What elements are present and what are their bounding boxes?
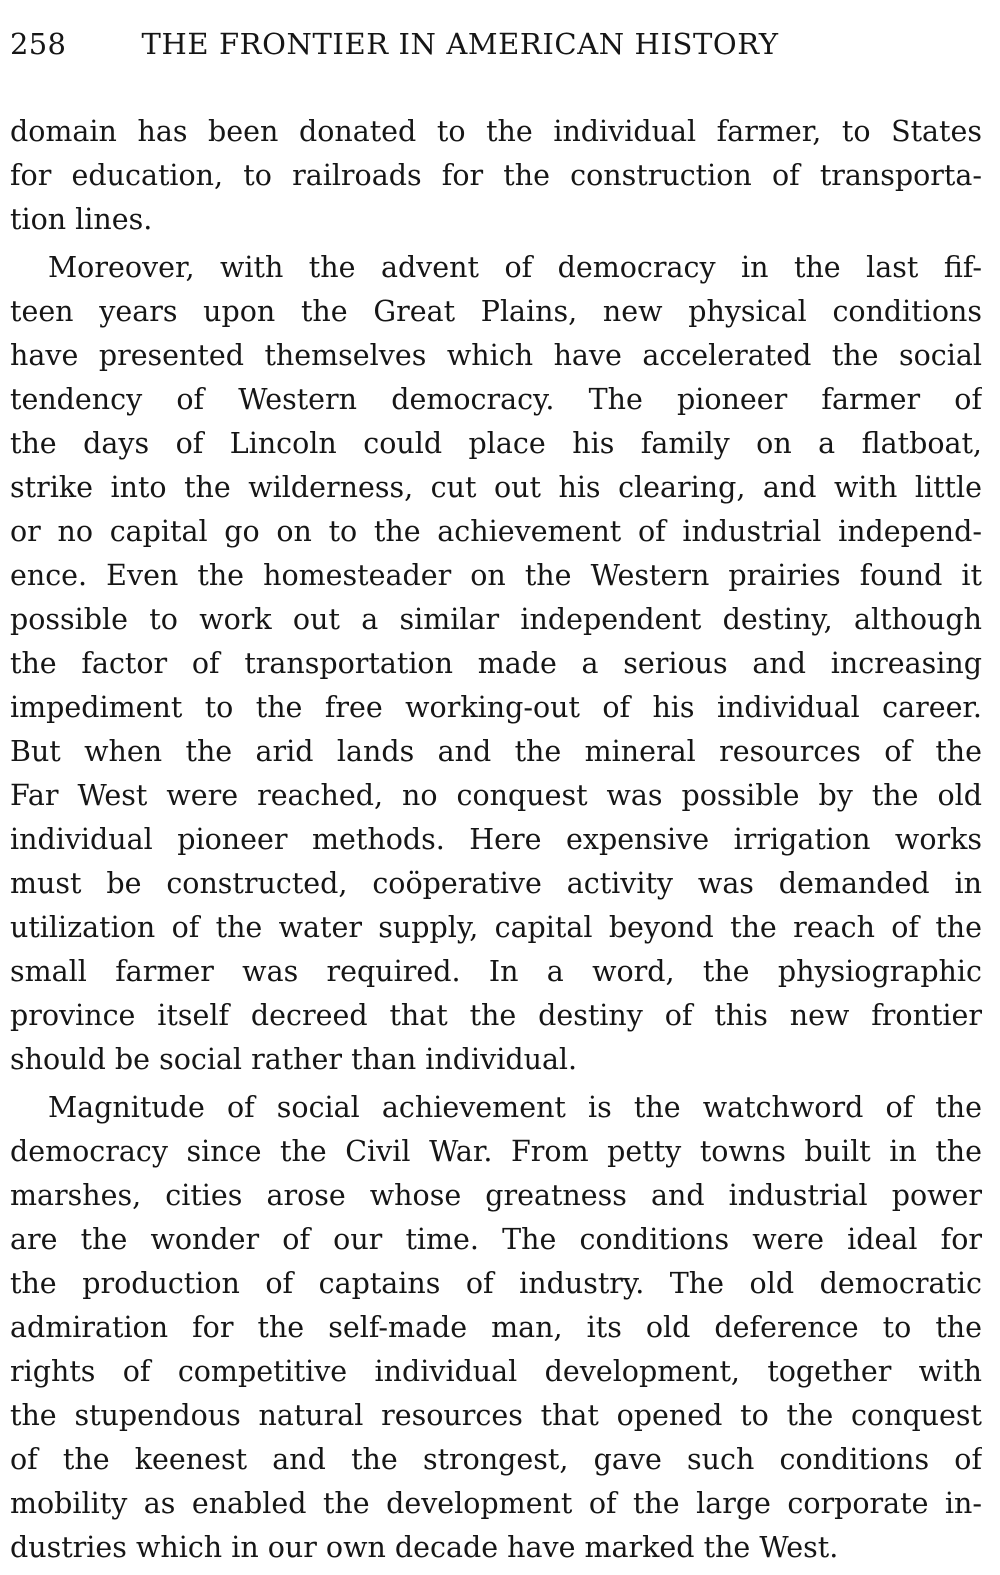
text-line: marshes, cities arose whose greatness and industrial power: [10, 1179, 982, 1212]
text-line: the stupendous natural resources that opened to the conquest: [10, 1399, 982, 1432]
text-line: admiration for the self-made man, its old deference to the: [10, 1311, 982, 1344]
text-line: must be constructed, coöperative activity was demanded in: [10, 867, 982, 900]
text-line: or no capital go on to the achievement of industrial independ-: [10, 515, 982, 548]
text-line: the days of Lincoln could place his family on a flatboat,: [10, 427, 982, 460]
text-line: have presented themselves which have accelerated the social: [10, 339, 982, 372]
text-line: teen years upon the Great Plains, new physical conditions: [10, 295, 982, 328]
text-line: dustries which in our own decade have marked the West.: [10, 1531, 839, 1564]
text-line: Magnitude of social achievement is the watchword of the: [48, 1091, 982, 1124]
text-line: small farmer was required. In a word, the physiographic: [10, 955, 982, 988]
running-head: [10, 14, 982, 74]
text-line: utilization of the water supply, capital beyond the reach of the: [10, 911, 982, 944]
text-line: tendency of Western democracy. The pioneer farmer of: [10, 383, 982, 416]
text-line: tion lines.: [10, 203, 153, 236]
text-line: rights of competitive individual development, together with: [10, 1355, 982, 1388]
text-line: of the keenest and the strongest, gave such conditions of: [10, 1443, 982, 1476]
text-line: Moreover, with the advent of democracy in the last fif-: [48, 251, 982, 284]
text-line: democracy since the Civil War. From petty towns built in the: [10, 1135, 982, 1168]
text-line: for education, to railroads for the construction of transporta-: [10, 159, 982, 192]
text-line: ence. Even the homesteader on the Western prairies found it: [10, 559, 982, 592]
paragraph-2: [10, 246, 982, 1082]
text-line: the factor of transportation made a serious and increasing: [10, 647, 982, 680]
page-number: 258: [10, 27, 67, 61]
text-line: domain has been donated to the individual farmer, to States: [10, 115, 982, 148]
text-line: strike into the wilderness, cut out his clearing, and with little: [10, 471, 982, 504]
text-line: mobility as enabled the development of the large corporate in-: [10, 1487, 982, 1520]
paragraph-1-continuation: [10, 110, 982, 242]
text-line: impediment to the free working-out of his individual career.: [10, 691, 982, 724]
paragraph-3: [10, 1086, 982, 1570]
text-line: the production of captains of industry. The old democratic: [10, 1267, 982, 1300]
text-line: are the wonder of our time. The conditions were ideal for: [10, 1223, 982, 1256]
text-line: should be social rather than individual.: [10, 1043, 578, 1076]
book-page: [10, 14, 982, 1574]
text-line: possible to work out a similar independent destiny, although: [10, 603, 982, 636]
text-line: individual pioneer methods. Here expensive irrigation works: [10, 823, 982, 856]
book-title: THE FRONTIER IN AMERICAN HISTORY: [141, 27, 779, 61]
body-text: [10, 110, 982, 1570]
text-line: Far West were reached, no conquest was possible by the old: [10, 779, 982, 812]
text-line: But when the arid lands and the mineral resources of the: [10, 735, 982, 768]
text-line: province itself decreed that the destiny of this new frontier: [10, 999, 982, 1032]
